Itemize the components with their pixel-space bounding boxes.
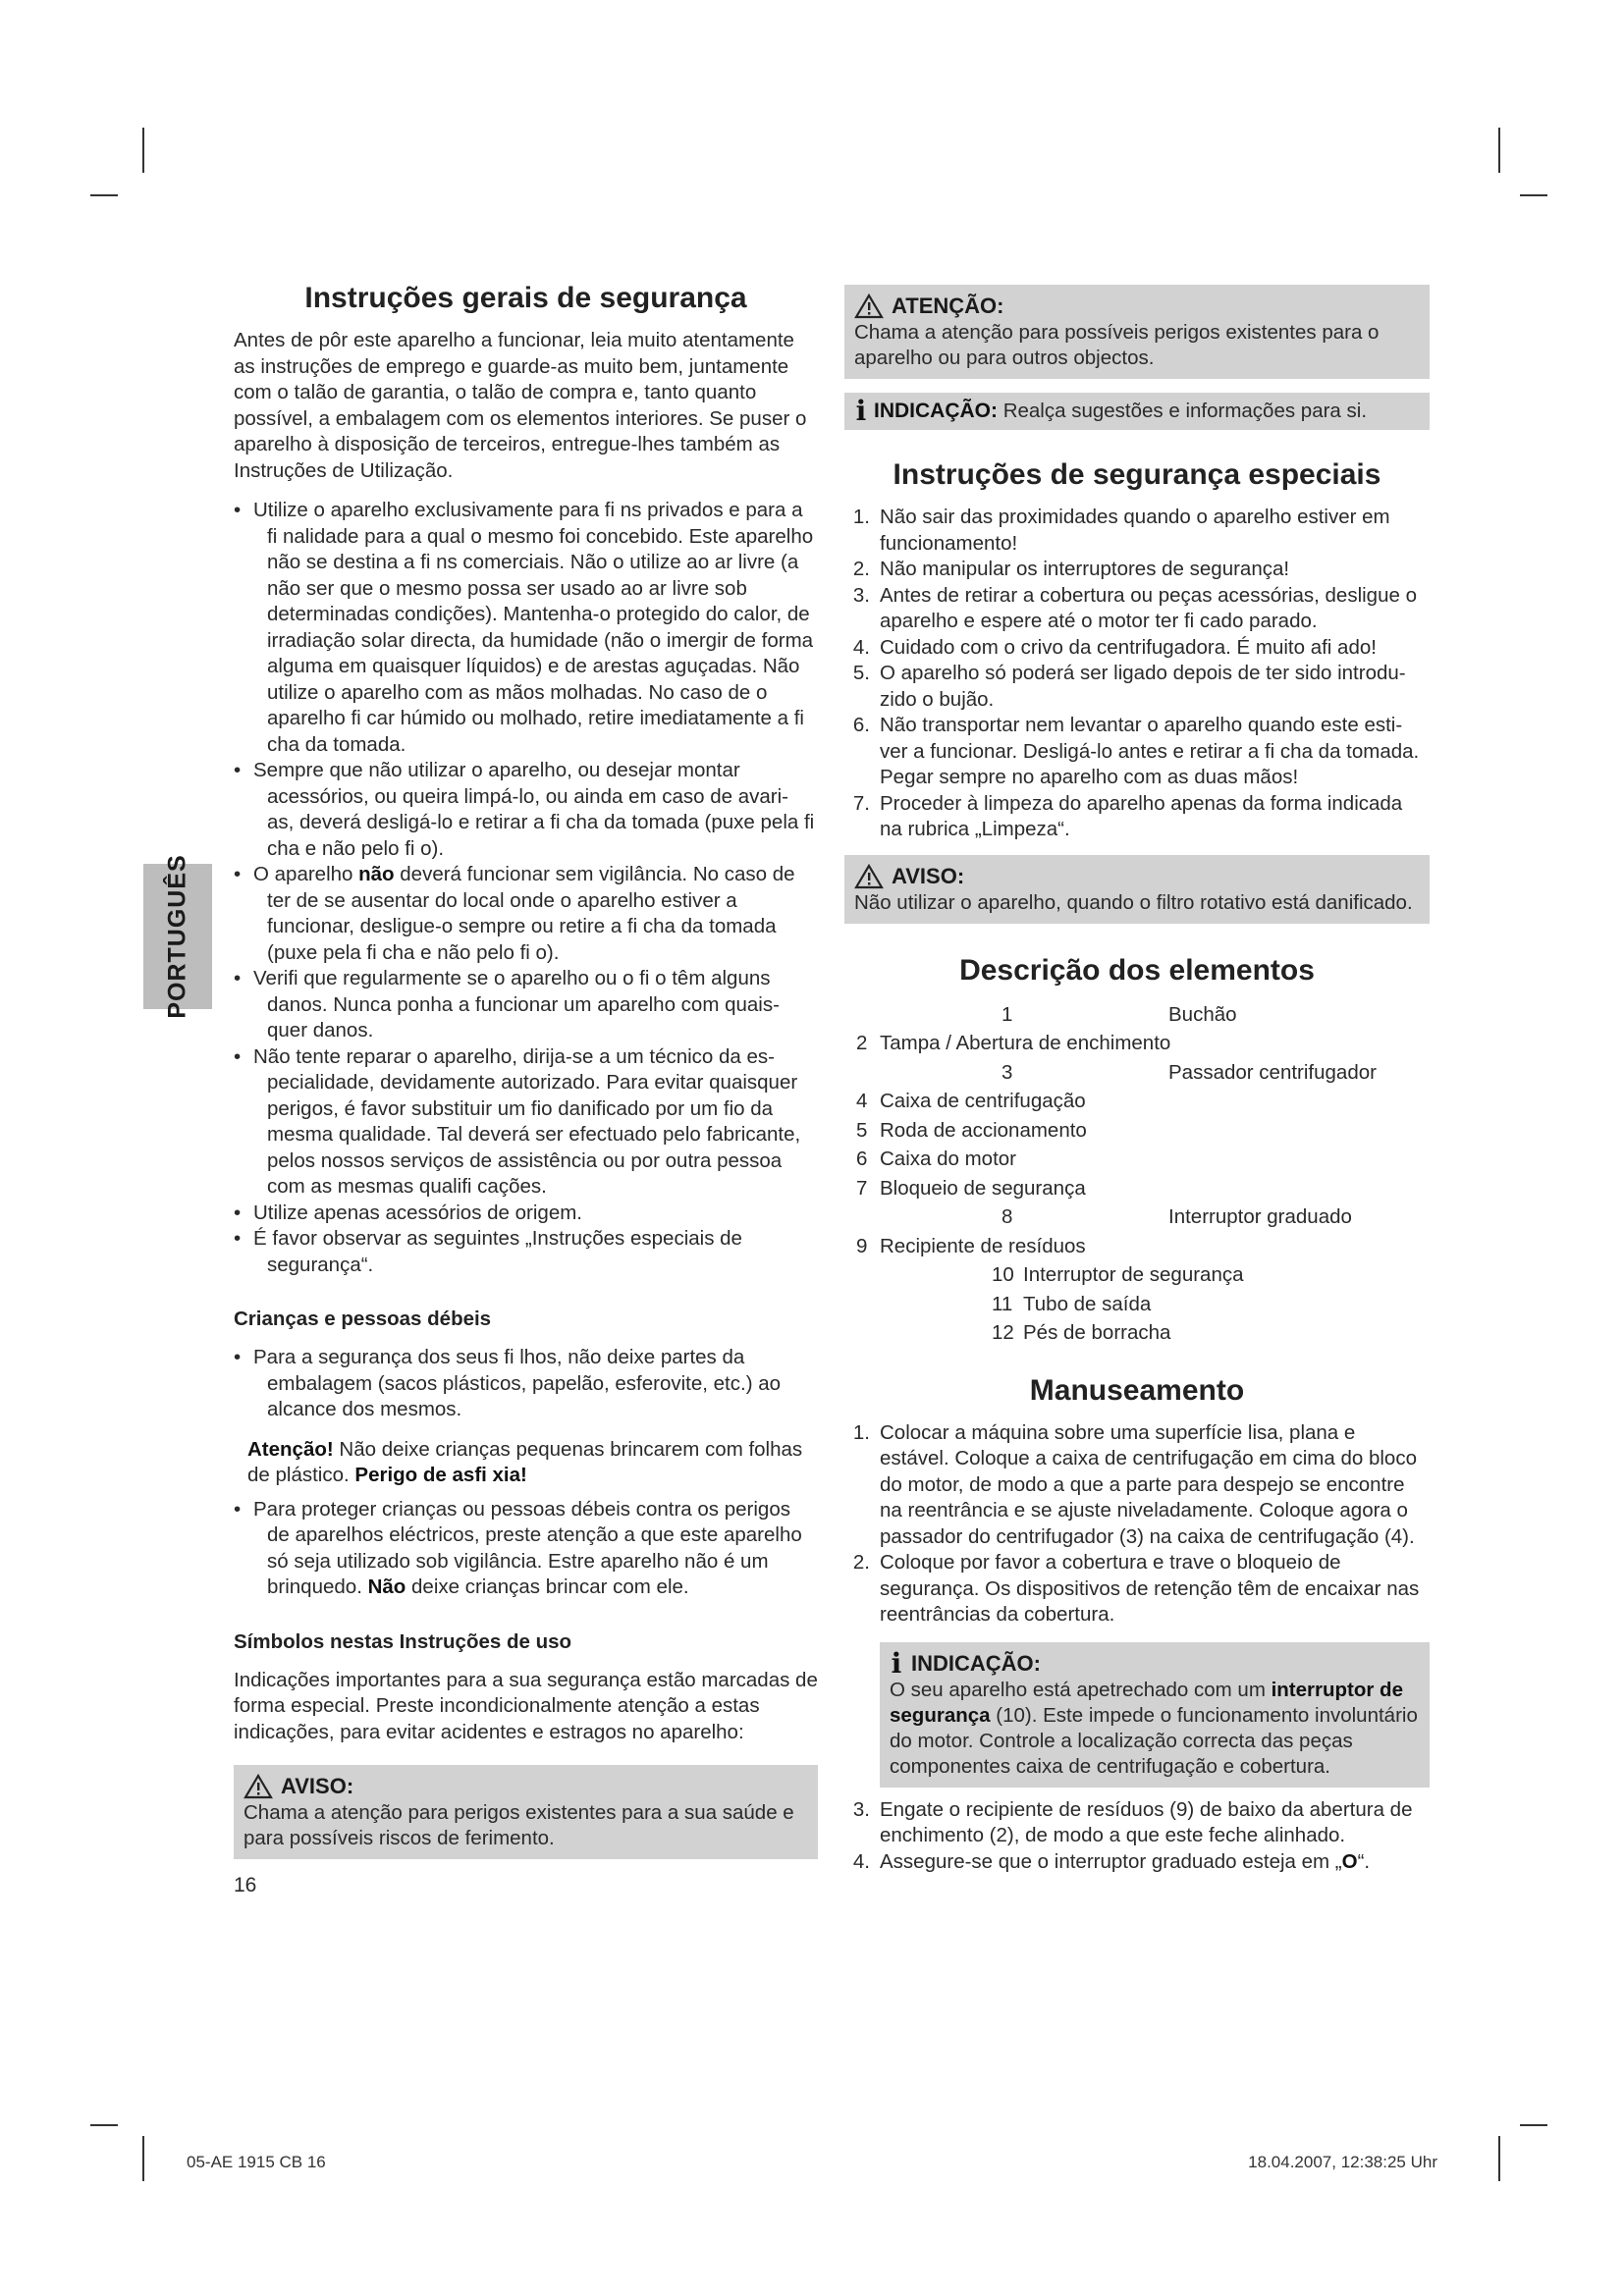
- crop-mark: [1520, 2124, 1547, 2126]
- list-item: • O aparelho não deverá funcionar sem vigilância. No caso de ter de se ausentar do local onde o aparelho estiver a funcionar, desligue-o sempre ou retire a fi cha da tomada (puxe pela fi cha e não pelo fi o).: [234, 862, 818, 966]
- crop-mark: [1520, 194, 1547, 196]
- info-icon: i: [855, 395, 867, 427]
- crop-mark: [90, 194, 118, 196]
- warning-triangle-icon: [854, 294, 884, 319]
- list-item: 11 Tubo de saída: [992, 1292, 1152, 1315]
- warning-title: AVISO:: [281, 1774, 354, 1798]
- warning-text: Chama a atenção para perigos existentes para a sua saúde e para possíveis riscos de ferimento.: [244, 1801, 794, 1849]
- warning-triangle-icon: [244, 1774, 273, 1799]
- caution-text: Chama a atenção para possíveis perigos existentes para o aparelho ou para outros objectos.: [854, 321, 1380, 369]
- page-number: 16: [234, 1874, 257, 1896]
- handling-list: [844, 1420, 1430, 1629]
- warning-box: [844, 855, 1430, 924]
- list-item: 4 Caixa de centrifugação: [856, 1090, 1086, 1112]
- intro-paragraph: Antes de pôr este aparelho a funcionar, leia muito atentamente as instruções de emprego e guarde-as muito bem, juntamente com o talão de garantia, o talão de compra e, tanto quanto possível, a embalagem com os elementos interiores. Se puser o aparelho à disposição de terceiros, entregue-lhes também as Instruções de Utilização.: [234, 329, 807, 482]
- warning-triangle-icon: [854, 864, 884, 889]
- list-item: 7 Bloqueio de segurança: [856, 1176, 1086, 1200]
- elements-title: Descrição dos elementos: [959, 953, 1315, 987]
- crop-mark: [1498, 2136, 1500, 2181]
- list-item: 8 Interruptor graduado: [1001, 1205, 1352, 1228]
- list-item: 10 Interruptor de segurança: [992, 1263, 1244, 1286]
- special-safety-list: [844, 505, 1430, 843]
- list-item: • É favor observar as seguintes „Instruções especiais de segurança“.: [234, 1226, 818, 1278]
- left-column: [234, 279, 818, 1899]
- crop-mark: [1498, 128, 1500, 173]
- list-item: • Utilize o aparelho exclusivamente para fi ns privados e para a fi nalidade para a qual o mesmo foi concebido. Este aparelho não se destina a fi ns comerciais. Não o utilize ao ar livre (a não ser que o mesmo possa ser usado ao ar livre sob determinadas condições). Mantenha-o protegido do calor, de irradiação solar directa, da humidade (não o imergir de forma alguma em quaisquer líquidos) e de arestas aguçadas. Não utilize o aparelho com as mãos molhadas. No caso de o aparelho fi car húmido ou molhado, retire imediatamente a fi cha da tomada.: [234, 498, 818, 758]
- list-item: • Para a segurança dos seus fi lhos, não deixe partes da embalagem (sacos plásticos, papelão, esferovite, etc.) ao alcance dos mesmos.: [234, 1345, 818, 1423]
- print-footer-left: 05-AE 1915 CB 16: [187, 2153, 326, 2171]
- info-icon: i: [891, 1646, 902, 1680]
- list-item: • Sempre que não utilizar o aparelho, ou desejar montar acessórios, ou queira limpá-lo, ou ainda em caso de avari- as, deverá desligá-lo e retirar a fi cha da tomada (puxe pela fi cha e não pelo fi o).: [234, 758, 818, 862]
- caution-title: ATENÇÃO:: [892, 294, 1004, 318]
- handling-title: Manuseamento: [1029, 1373, 1245, 1407]
- list-item: 12 Pés de borracha: [992, 1321, 1171, 1344]
- list-item: 1. Não sair das proximidades quando o aparelho estiver em funcionamento!: [852, 506, 1390, 555]
- note-title: INDICAÇÃO:: [911, 1650, 1041, 1676]
- list-item: • Para proteger crianças ou pessoas débeis contra os perigos de aparelhos eléctricos, preste atenção a que este aparelho só seja utilizado sob vigilância. Estre aparelho não é um brinquedo. Não deixe crianças brincar com ele.: [234, 1497, 818, 1601]
- crop-mark: [90, 2124, 118, 2126]
- handling-list-2: [844, 1797, 1430, 1876]
- list-item: 3. Engate o recipiente de resíduos (9) de baixo da abertura de enchimento (2), de modo a que este feche alinhado.: [852, 1797, 1413, 1846]
- list-item: 2 Tampa / Abertura de enchimento: [856, 1032, 1171, 1054]
- list-item: • Utilize apenas acessórios de origem.: [234, 1201, 818, 1227]
- crop-mark: [142, 2136, 144, 2181]
- list-item: 3. Antes de retirar a cobertura ou peças acessórias, desligue o aparelho e espere até o motor ter fi cado parado.: [852, 583, 1417, 632]
- list-item: 5 Roda de accionamento: [856, 1118, 1087, 1142]
- note-text: O seu aparelho está apetrechado com um interruptor de segurança (10). Este impede o funcionamento involuntário do motor. Controle a localização correcta das peças componentes caixa de centrifugação e cobertura.: [890, 1678, 1418, 1778]
- warning-text: Não utilizar o aparelho, quando o filtro rotativo está danificado.: [854, 890, 1413, 914]
- list-item: 3 Passador centrifugador: [1001, 1060, 1377, 1084]
- list-item: 7. Proceder à limpeza do aparelho apenas da forma indicada na rubrica „Limpeza“.: [852, 791, 1403, 840]
- children-list-2: [234, 1497, 818, 1601]
- list-item: 1 Buchão: [1001, 1002, 1237, 1026]
- children-list: [234, 1345, 818, 1423]
- symbols-paragraph: Indicações importantes para a sua segurança estão marcadas de forma especial. Preste incondicionalmente atenção a estas indicações, para evitar acidentes e estragos no aparelho:: [234, 1668, 818, 1743]
- general-safety-title: Instruções gerais de segurança: [304, 282, 747, 314]
- symbols-heading: Símbolos nestas Instruções de uso: [234, 1629, 572, 1653]
- list-item: 6. Não transportar nem levantar o aparelho quando este esti- ver a funcionar. Desligá-lo antes e retirar a fi cha da tomada. Pegar sempre no aparelho com as duas mãos!: [852, 714, 1420, 788]
- note-box: i INDICAÇÃO: Realça sugestões e informações para si.: [844, 393, 1430, 430]
- safety-bullet-list: [234, 498, 818, 1278]
- language-label: PORTUGUÊS: [163, 854, 191, 1019]
- list-item: 4. Cuidado com o crivo da centrifugadora. É muito afi ado!: [852, 635, 1377, 659]
- children-heading: Crianças e pessoas débeis: [234, 1308, 492, 1330]
- list-item: 4. Assegure-se que o interruptor graduado esteja em „O“.: [852, 1849, 1371, 1873]
- list-item: 2. Coloque por favor a cobertura e trave o bloqueio de segurança. Os dispositivos de retenção têm de encaixar nas reentrâncias da cobertura.: [852, 1551, 1420, 1626]
- print-footer-right: 18.04.2007, 12:38:25 Uhr: [1248, 2153, 1437, 2171]
- language-side-tab: [143, 854, 212, 1019]
- special-safety-title: Instruções de segurança especiais: [893, 458, 1381, 491]
- elements-list: [844, 1000, 1430, 1348]
- caution-box: [844, 285, 1430, 379]
- crop-mark: [142, 128, 144, 173]
- note-box: [880, 1642, 1430, 1788]
- list-item: • Verifi que regularmente se o aparelho ou o fi o têm alguns danos. Nunca ponha a funcionar um aparelho com quais- quer danos.: [234, 966, 818, 1044]
- right-column: [844, 285, 1430, 1875]
- list-item: • Não tente reparar o aparelho, dirija-se a um técnico da es- pecialidade, devidamente autorizado. Para evitar quaisquer perigos, é favor substituir um fio danificado por um fio da mesma qualidade. Tal deverá ser efectuado pelo fabricante, pelos nossos serviços de assistência ou por outra pessoa com as mesmas qualifi cações.: [234, 1044, 818, 1201]
- list-item: 1. Colocar a máquina sobre uma superfície lisa, plana e estável. Coloque a caixa de centrifugação em cima do bloco do motor, de modo a que a parte para despejo se encontre na reentrância e se ajuste niveladamente. Coloque agora o passador do centrifugador (3) na caixa de centrifugação (4).: [852, 1420, 1417, 1548]
- attention-note: Atenção! Não deixe crianças pequenas brincarem com folhas de plástico. Perigo de asfi xia!: [247, 1437, 803, 1486]
- warning-box: [234, 1765, 818, 1859]
- list-item: 2. Não manipular os interruptores de segurança!: [852, 558, 1290, 580]
- list-item: 5. O aparelho só poderá ser ligado depois de ter sido introdu- zido o bujão.: [852, 662, 1406, 711]
- warning-title: AVISO:: [892, 863, 965, 888]
- list-item: 9 Recipiente de resíduos: [856, 1234, 1086, 1257]
- list-item: 6 Caixa do motor: [856, 1148, 1017, 1170]
